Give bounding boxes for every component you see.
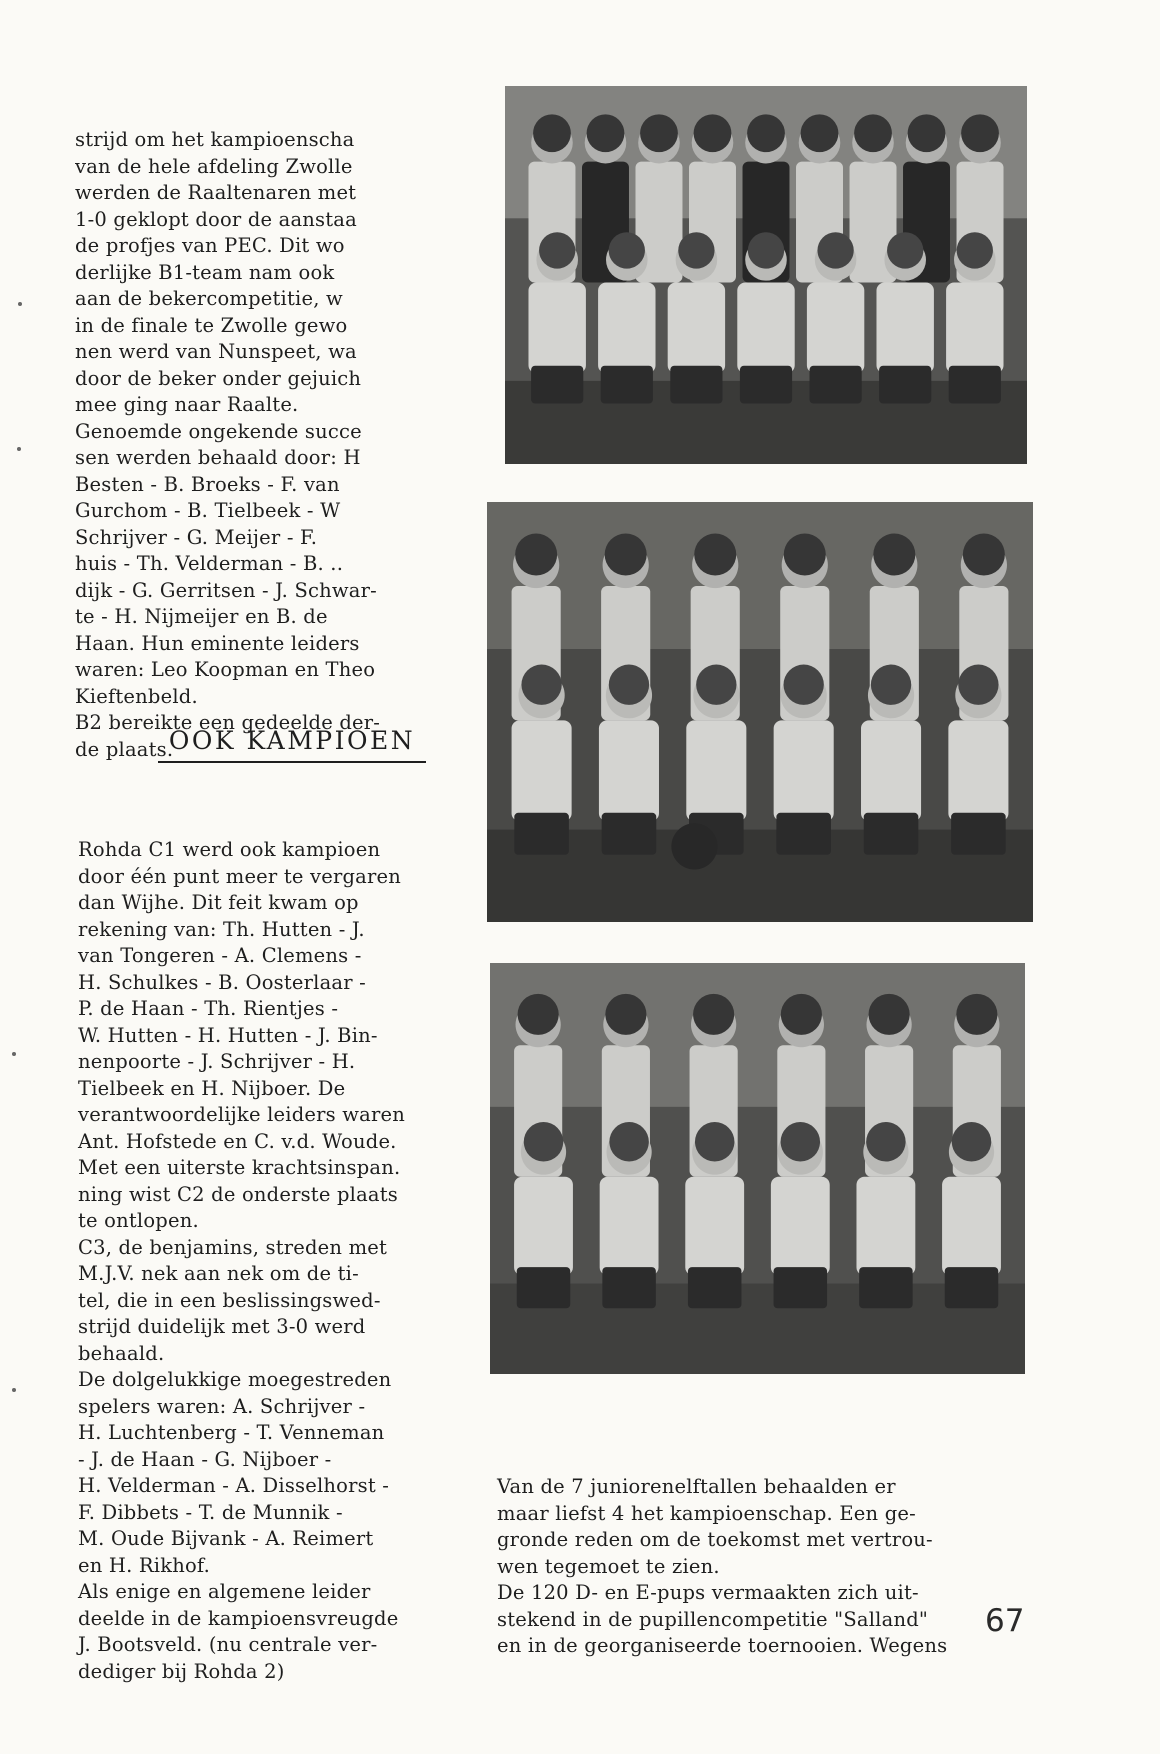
text-line: door één punt meer te vergaren [78, 864, 402, 888]
text-line: B2 bereikte een gedeelde der- [75, 711, 381, 734]
text-line: derlijke B1-team nam ook [75, 260, 335, 284]
scan-speck [12, 1388, 16, 1392]
text-line: en in de georganiseerde toernooien. Wegens [497, 1634, 948, 1657]
article-text-bottom [78, 784, 478, 1738]
text-line: Van de 7 juniorenelftallen behaalden er [497, 1475, 896, 1498]
text-line: Besten - B. Broeks - F. van [75, 472, 340, 496]
text-line: deelde in de kampioensvreugde [78, 1606, 399, 1630]
text-line: ning wist C2 de onderste plaats [78, 1182, 398, 1206]
text-line: H. Velderman - A. Disselhorst - [78, 1474, 390, 1497]
text-line: te ontlopen. [78, 1209, 199, 1232]
text-line: - J. de Haan - G. Nijboer - [78, 1447, 332, 1471]
text-line: De dolgelukkige moegestreden [78, 1368, 392, 1391]
team-photo-c1 [487, 502, 1033, 922]
text-line: in de finale te Zwolle gewo [75, 313, 348, 337]
text-line: W. Hutten - H. Hutten - J. Bin- [78, 1023, 378, 1047]
scan-speck [12, 1052, 16, 1056]
text-line: J. Bootsveld. (nu centrale ver- [78, 1633, 378, 1656]
text-line: H. Luchtenberg - T. Venneman [78, 1421, 385, 1444]
scan-speck [17, 447, 21, 451]
text-line: rekening van: Th. Hutten - J. [78, 917, 365, 941]
text-line: en H. Rikhof. [78, 1553, 211, 1577]
article-text-top [75, 74, 420, 816]
text-line: van Tongeren - A. Clemens - [78, 944, 362, 967]
text-line: dediger bij Rohda 2) [78, 1659, 285, 1683]
text-line: aan de bekercompetitie, w [75, 287, 343, 310]
text-line: waren: Leo Koopman en Theo [75, 658, 376, 681]
text-line: spelers waren: A. Schrijver - [78, 1394, 366, 1418]
team-photo-b1-image [505, 86, 1027, 464]
text-line: Schrijver - G. Meijer - F. [75, 525, 318, 549]
text-line: mee ging naar Raalte. [75, 393, 299, 416]
text-line: H. Schulkes - B. Oosterlaar - [78, 970, 366, 994]
text-line: tel, die in een beslissingswed- [78, 1288, 381, 1312]
text-line: Als enige en algemene leider [78, 1580, 371, 1603]
text-line: Genoemde ongekende succe [75, 419, 362, 443]
text-line: maar liefst 4 het kampioenschap. Een ge- [497, 1501, 916, 1525]
text-line: nen werd van Nunspeet, wa [75, 340, 357, 363]
article-lines [78, 837, 478, 1685]
text-line: nenpoorte - J. Schrijver - H. [78, 1050, 356, 1073]
text-line: van de hele afdeling Zwolle [75, 154, 353, 178]
section-heading: OOK KAMPIOEN [168, 726, 416, 755]
text-line: F. Dibbets - T. de Munnik - [78, 1500, 343, 1524]
scan-speck [18, 302, 22, 306]
text-line: huis - Th. Velderman - B. .. [75, 552, 344, 575]
text-line: Haan. Hun eminente leiders [75, 631, 360, 655]
text-line: P. de Haan - Th. Rientjes - [78, 997, 339, 1020]
page-number: 67 [985, 1603, 1025, 1639]
text-line: stekend in de pupillencompetitie "Salland" [497, 1607, 929, 1631]
text-line: sen werden behaald door: H [75, 446, 361, 469]
article-lines [75, 127, 420, 763]
text-line: gronde reden om de toekomst met vertrou- [497, 1528, 933, 1551]
text-line: Kieftenbeld. [75, 684, 198, 708]
text-line: dan Wijhe. Dit feit kwam op [78, 891, 359, 914]
text-line: Ant. Hofstede en C. v.d. Woude. [78, 1129, 397, 1153]
text-line: M.J.V. nek aan nek om de ti- [78, 1262, 359, 1285]
text-line: C3, de benjamins, streden met [78, 1235, 388, 1259]
text-line: dijk - G. Gerritsen - J. Schwar- [75, 578, 377, 602]
team-photo-c3-image [490, 963, 1025, 1374]
text-line: werden de Raaltenaren met [75, 181, 357, 204]
article-lines [497, 1474, 1017, 1660]
article-text-right [497, 1421, 1017, 1713]
text-line: 1-0 geklopt door de aanstaa [75, 207, 357, 231]
text-line: te - H. Nijmeijer en B. de [75, 605, 328, 628]
team-photo-b1 [505, 86, 1027, 464]
text-line: De 120 D- en E-pups vermaakten zich uit- [497, 1581, 919, 1604]
text-line: behaald. [78, 1341, 165, 1365]
text-line: M. Oude Bijvank - A. Reimert [78, 1527, 374, 1550]
team-photo-c3 [490, 963, 1025, 1374]
team-photo-c1-image [487, 502, 1033, 922]
heading-underline [158, 761, 426, 763]
text-line: strijd om het kampioenscha [75, 128, 355, 151]
text-line: wen tegemoet te zien. [497, 1554, 720, 1578]
text-line: door de beker onder gejuich [75, 366, 362, 390]
text-line: de profjes van PEC. Dit wo [75, 234, 345, 257]
text-line: Met een uiterste krachtsinspan. [78, 1156, 401, 1179]
text-line: de plaats. [75, 737, 174, 761]
text-line: strijd duidelijk met 3-0 werd [78, 1315, 366, 1338]
text-line: verantwoordelijke leiders waren [78, 1103, 405, 1126]
text-line: Tielbeek en H. Nijboer. De [78, 1076, 346, 1100]
text-line: Gurchom - B. Tielbeek - W [75, 499, 341, 522]
text-line: Rohda C1 werd ook kampioen [78, 838, 381, 861]
